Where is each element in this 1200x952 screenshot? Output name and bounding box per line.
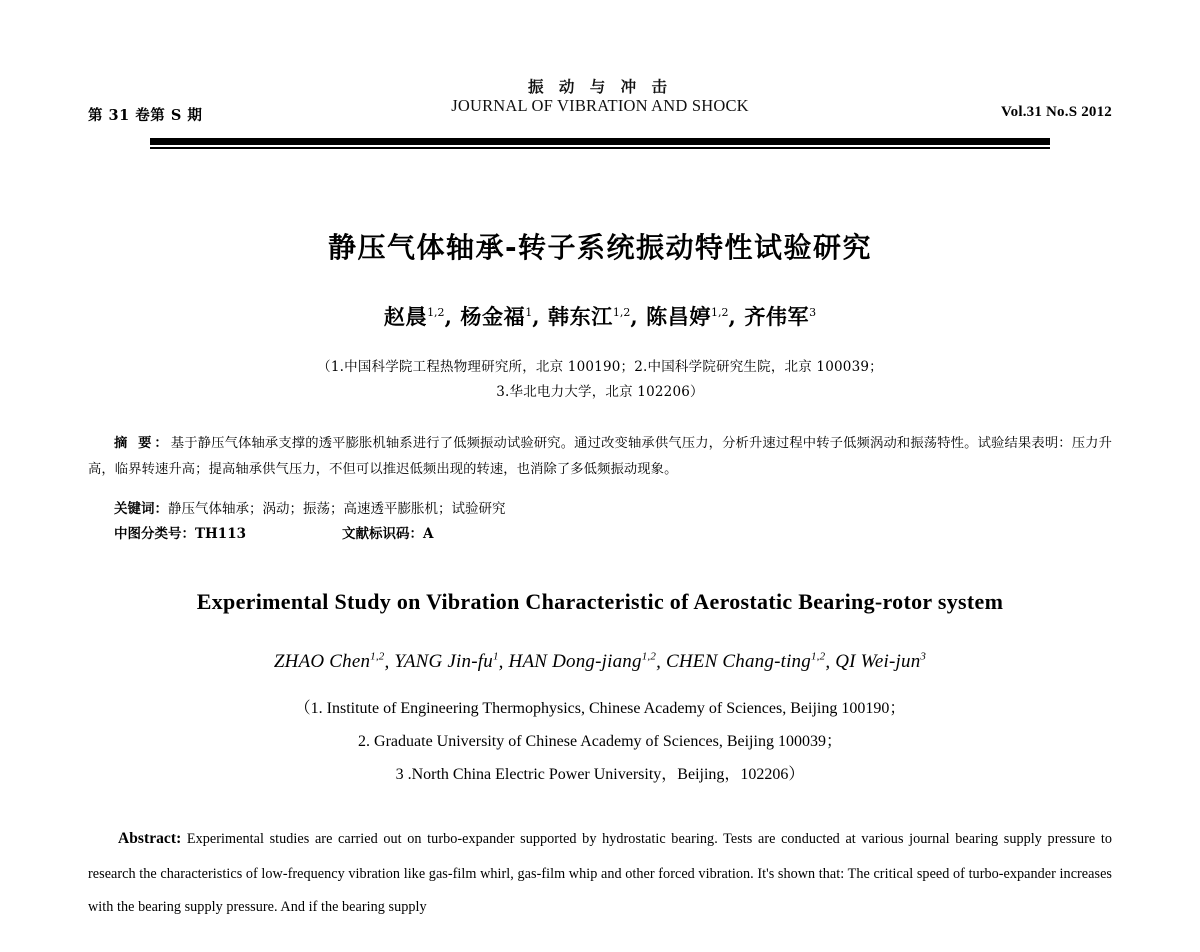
doccode-label: 文献标识码：	[341, 525, 423, 542]
author-affiliation-marker: 1	[525, 306, 533, 319]
affiliation-line-en: 3 .North China Electric Power University，Beijing，102206）	[395, 765, 805, 783]
clc-value: TH113	[195, 525, 246, 542]
author-separator: ,	[728, 304, 745, 329]
author-separator: ,	[532, 304, 549, 329]
affiliation-line-cn: （1.中国科学院工程热物理研究所，北京 100190；2.中国科学院研究生院，北京 100039；	[317, 359, 883, 375]
author-name: 齐伟军	[744, 304, 810, 329]
author-name: 杨金福	[460, 304, 526, 329]
author-affiliation-marker: 1,2	[427, 306, 445, 319]
abstract-en-text: Experimental studies are carried out on turbo-expander supported by hydrostatic bearing. Tests are conducted at various journal bearing supply pressure to research the characteristics of low-frequency vibration like gas-film whirl, gas-film whip and other forced vibration. It's shown that: The critical speed of turbo-expander increases with the bearing supply pressure. And if the bearing supply	[88, 831, 1112, 916]
author-en	[394, 651, 498, 672]
abstract-cn	[88, 431, 1112, 483]
author-en	[835, 651, 926, 672]
author-affiliation-marker: 1,2	[641, 650, 657, 663]
keyword-block	[88, 497, 1112, 547]
keywords-line	[88, 497, 1112, 522]
author-separator: ,	[444, 304, 461, 329]
author-affiliation-marker: 1,2	[710, 306, 729, 319]
affiliation-list-cn	[88, 355, 1112, 405]
abstract-en	[88, 821, 1112, 924]
author-en	[274, 651, 385, 672]
clc-line	[88, 522, 1112, 547]
author-en	[666, 651, 825, 672]
author-cn	[646, 304, 728, 329]
rule-thin	[150, 147, 1050, 149]
affiliation-line-en: 2. Graduate University of Chinese Academy of Sciences, Beijing 100039；	[358, 732, 842, 750]
author-name: YANG Jin-fu	[394, 651, 493, 673]
author-cn	[384, 304, 445, 329]
author-list-en	[88, 651, 1112, 673]
author-separator: ,	[498, 651, 509, 673]
author-name: QI Wei-jun	[835, 651, 921, 673]
author-affiliation-marker: 1,2	[810, 650, 826, 663]
author-name: 赵晨	[383, 304, 428, 329]
clc-label: 中图分类号：	[114, 525, 195, 542]
journal-title-en: JOURNAL OF VIBRATION AND SHOCK	[451, 96, 749, 116]
article-title-en: Experimental Study on Vibration Characteristic of Aerostatic Bearing-rotor system	[196, 588, 1004, 614]
abstract-cn-label: 摘 要：	[114, 435, 171, 451]
author-affiliation-marker: 1,2	[370, 650, 385, 663]
author-en	[509, 651, 657, 672]
issue-number-en: Vol.31 No.S 2012	[1001, 104, 1112, 120]
affiliation-list-en	[88, 693, 1112, 791]
author-affiliation-marker: 1,2	[612, 306, 631, 319]
author-cn	[548, 304, 630, 329]
author-separator: ,	[825, 651, 836, 673]
author-name: 韩东江	[548, 304, 613, 329]
article-title-cn: 静压气体轴承-转子系统振动特性试验研究	[327, 231, 873, 264]
author-separator: ,	[630, 304, 647, 329]
affiliation-line-en: （1. Institute of Engineering Thermophysics, Chinese Academy of Sciences, Beijing 100190；	[294, 700, 906, 718]
author-name: HAN Dong-jiang	[508, 651, 642, 673]
author-affiliation-marker: 3	[920, 650, 927, 663]
author-separator: ,	[384, 651, 395, 673]
keywords-value: 静压气体轴承；涡动；振荡；高速透平膨胀机；试验研究	[168, 500, 506, 517]
author-affiliation-marker: 1	[492, 650, 499, 663]
author-affiliation-marker: 3	[809, 306, 817, 319]
author-list-cn	[88, 301, 1112, 331]
masthead	[88, 0, 1112, 148]
rule-thick	[150, 138, 1050, 145]
author-separator: ,	[656, 651, 666, 673]
abstract-en-label: Abstract:	[118, 830, 182, 848]
keywords-label: 关键词：	[114, 500, 168, 517]
author-cn	[460, 304, 532, 329]
author-name: CHEN Chang-ting	[665, 651, 811, 673]
journal-title-cn: 振 动 与 冲 击	[527, 77, 673, 96]
masthead-rule	[150, 138, 1050, 149]
author-name: ZHAO Chen	[273, 651, 371, 673]
doccode-value: A	[422, 525, 434, 542]
affiliation-line-cn: 3.华北电力大学，北京 102206）	[496, 383, 704, 400]
author-cn	[744, 304, 816, 329]
abstract-cn-text: 基于静压气体轴承支撑的透平膨胀机轴系进行了低频振动试验研究。通过改变轴承供气压力，分析升速过程中转子低频涡动和振荡特性。试验结果表明：压力升高，临界转速升高；提高轴承供气压力，不但可以推迟低频出现的转速，也消除了多低频振动现象。	[88, 435, 1112, 477]
journal-title-block	[88, 78, 1112, 116]
author-name: 陈昌婷	[646, 304, 711, 329]
issue-number-cn: 第 31 卷第 S 期	[88, 107, 203, 124]
